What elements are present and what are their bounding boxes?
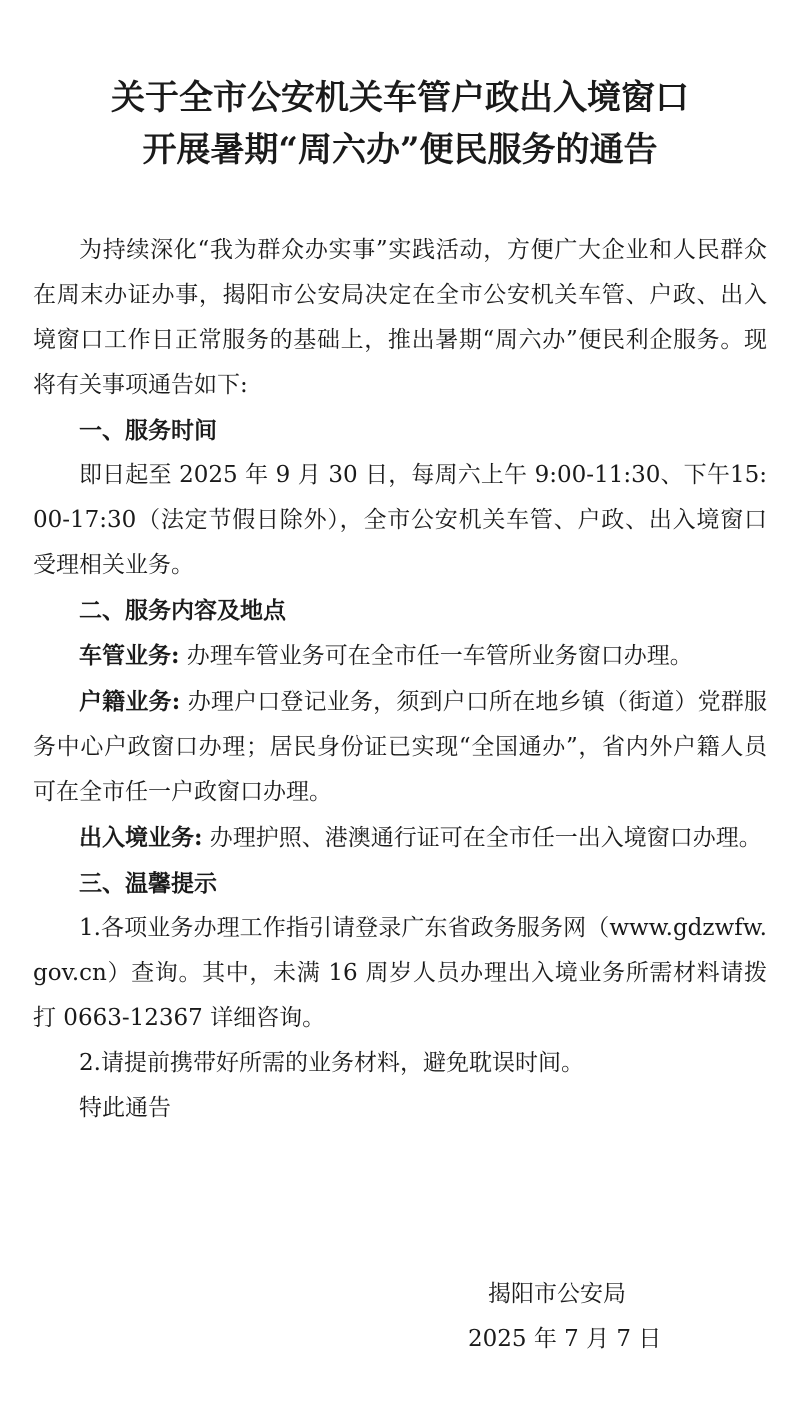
signature-organization: 揭阳市公安局 (488, 1281, 626, 1307)
exit-entry-business-label: 出入境业务: (79, 824, 203, 851)
exit-entry-business-paragraph (33, 815, 767, 861)
section-heading-service-time: 一、服务时间 (79, 417, 217, 444)
exit-entry-business-text: 办理护照、港澳通行证可在全市任一出入境窗口办理。 (202, 825, 762, 851)
signature-date: 2025 年 7 月 7 日 (468, 1326, 662, 1352)
household-business-text: 办理户口登记业务，须到户口所在地乡镇（街道）党群服务中心户政窗口办理；居民身份证已实现“全国通办”，省内外户籍人员可在全市任一户政窗口办理。 (33, 689, 768, 805)
notice-body (33, 228, 767, 1131)
intro-paragraph: 为持续深化“我为群众办实事”实践活动，方便广大企业和人民群众在周末办证办事，揭阳市公安局决定在全市公安机关车管、户政、出入境窗口工作日正常服务的基础上，推出暑期“周六办”便民利企服务。现将有关事项通告如下: (33, 237, 767, 398)
vehicle-business-label: 车管业务: (79, 642, 180, 669)
closing-text: 特此通告 (79, 1095, 171, 1121)
service-time-paragraph: 即日起至 2025 年 9 月 30 日，每周六上午 9:00-11:30、下午15:00-17:30（法定节假日除外），全市公安机关车管、户政、出入境窗口受理相关业务。 (33, 462, 767, 578)
household-business-paragraph (33, 679, 767, 815)
vehicle-business-paragraph (33, 633, 767, 679)
tip-1-paragraph: 1.各项业务办理工作指引请登录广东省政务服务网（www.gdzwfw.gov.cn）查询。其中，未满 16 周岁人员办理出入境业务所需材料请拨打 0663-12367 详细咨询。 (33, 915, 767, 1031)
household-business-label: 户籍业务: (79, 688, 181, 715)
section-heading-tips: 三、温馨提示 (79, 870, 217, 897)
tip-2-paragraph: 2.请提前携带好所需的业务材料，避免耽误时间。 (79, 1050, 584, 1076)
section-heading-service-content: 二、服务内容及地点 (79, 597, 286, 624)
notice-title-line2: 开展暑期“周六办”便民服务的通告 (142, 130, 658, 170)
vehicle-business-text: 办理车管业务可在全市任一车管所业务窗口办理。 (179, 643, 693, 669)
notice-title-line1: 关于全市公安机关车管户政出入境窗口 (111, 78, 689, 118)
